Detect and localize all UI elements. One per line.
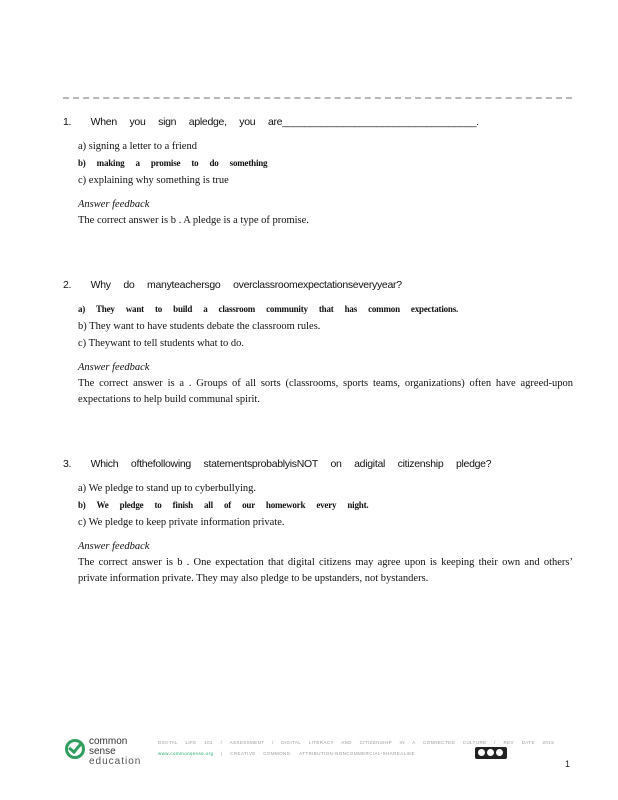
answer-feedback-text: The correct answer is a . Groups of all sorts (classrooms, sports teams, organizations) often have agreed-upon expectations to help build communal spirit.: [78, 378, 573, 405]
option-b: b) We pledge to finish all of our homework every night.: [78, 500, 369, 510]
option-b: b) making a promise to do something: [78, 158, 268, 168]
answer-feedback-label: Answer feedback: [78, 362, 150, 373]
question-2-title: [63, 279, 573, 291]
option-a: a) They want to build a classroom community that has common expectations.: [78, 304, 459, 314]
page-number: 1: [565, 759, 571, 769]
common-sense-logo: [63, 737, 163, 769]
answer-feedback-label: Answer feedback: [78, 541, 150, 552]
footer-license-text: | CREATIVE COMMONS: ATTRIBUTION-NONCOMMERCIAL-SHAREALIKE: [221, 751, 415, 756]
options-list: [78, 138, 573, 189]
option-a: a) signing a letter to a friend: [78, 141, 197, 152]
logo-wordmark: [89, 737, 141, 767]
answer-feedback-label: Answer feedback: [78, 199, 150, 210]
question-number: 1.: [63, 116, 72, 128]
creative-commons-badge-icon: [475, 747, 507, 759]
logo-line-2: sense: [89, 746, 116, 757]
question-3-title: [63, 458, 573, 470]
question-text: When you sign apledge, you are___________________________________.: [90, 116, 479, 128]
logo-line-3: education: [89, 756, 142, 767]
top-dashed-divider: [63, 97, 572, 99]
question-2: [63, 279, 573, 408]
question-number: 2.: [63, 279, 72, 291]
answer-feedback-text: The correct answer is b . A pledge is a type of promise.: [78, 215, 309, 226]
option-c: c) explaining why something is true: [78, 175, 229, 186]
options-list: [78, 301, 573, 352]
page-footer: [63, 737, 573, 769]
options-list: [78, 480, 573, 531]
question-text: Why do manyteachersgo overclassroomexpectationseveryyear?: [90, 279, 402, 291]
option-b: b) They want to have students debate the classroom rules.: [78, 321, 321, 332]
question-1-title: [63, 116, 573, 128]
question-3: [63, 458, 573, 587]
footer-course-info: DIGITAL LIFE 101 / ASSESSMENT / DIGITAL LITERACY AND CITIZENSHIP IN A CONNECTED CULTURE / REV DATE 2015: [158, 740, 555, 745]
question-number: 3.: [63, 458, 72, 470]
option-c: c) We pledge to keep private information private.: [78, 517, 285, 528]
option-a: a) We pledge to stand up to cyberbullying.: [78, 483, 257, 494]
answer-feedback-text: The correct answer is b . One expectation that digital citizens may agree upon is keeping their own and others’ private information private. They may also pledge to be upstanders, not bystanders.: [78, 557, 573, 584]
footer-license-line: [158, 751, 415, 756]
logo-line-1: common: [89, 736, 128, 747]
question-text: Which ofthefollowing statementsprobablyisNOT on adigital citizenship pledge?: [90, 458, 492, 470]
footer-website-link[interactable]: www.commonsense.org: [158, 751, 214, 756]
question-1: [63, 116, 573, 229]
option-c: c) Theywant to tell students what to do.: [78, 338, 245, 349]
